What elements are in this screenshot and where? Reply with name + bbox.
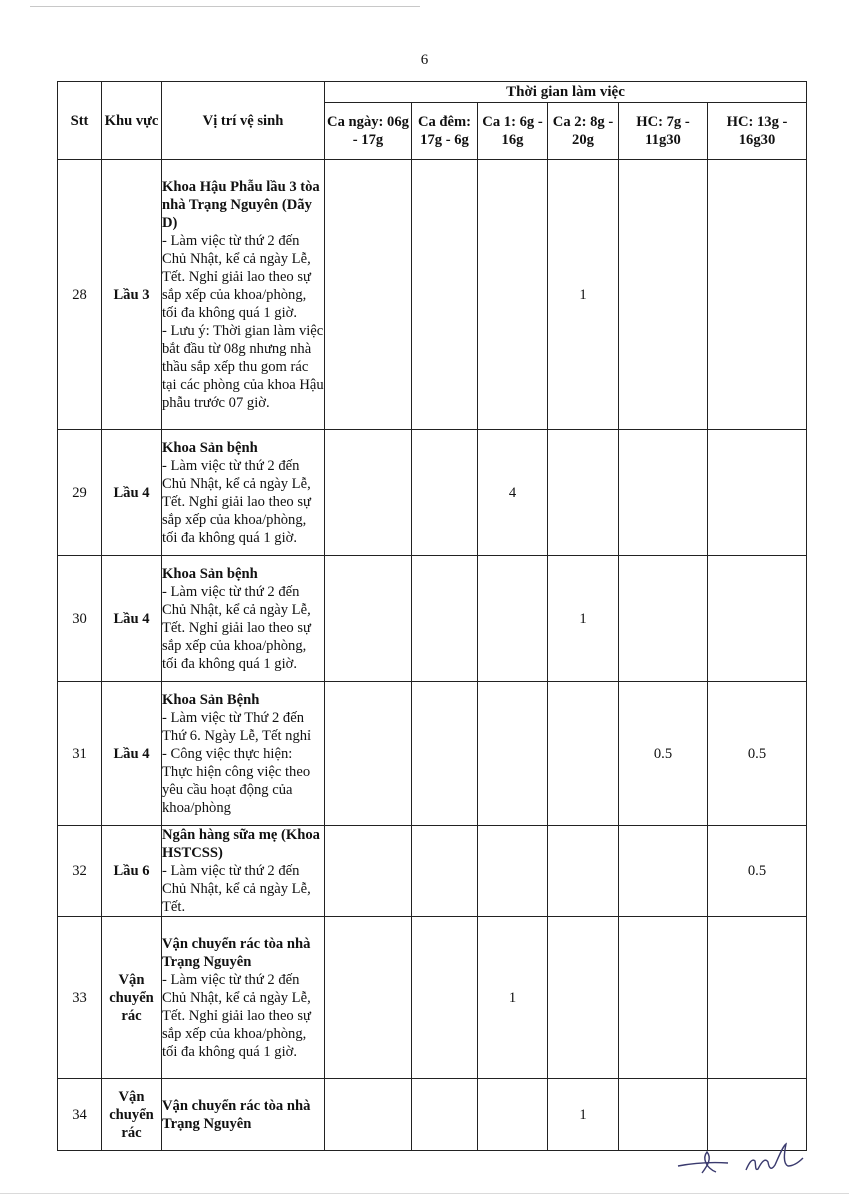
location-note: - Công việc thực hiện: Thực hiện công việc theo yêu cầu hoạt động của khoa/phòng	[162, 745, 311, 816]
value-shift-night	[412, 917, 478, 1079]
header-time-group: Thời gian làm việc	[325, 82, 807, 103]
value-hc-afternoon: 0.5	[708, 826, 807, 917]
table-body	[58, 160, 807, 1151]
row-stt: 33	[58, 917, 102, 1079]
row-area: Lầu 4	[102, 682, 162, 826]
row-stt: 31	[58, 682, 102, 826]
table-row	[58, 826, 807, 917]
row-location	[162, 430, 325, 556]
row-location	[162, 682, 325, 826]
row-stt: 34	[58, 1079, 102, 1151]
location-note: - Làm việc từ thứ 2 đến Chủ Nhật, kể cả ngày Lễ, Tết. Nghỉ giải lao theo sự sắp xếp của khoa/phòng, tối đa không quá 1 giờ.	[162, 971, 311, 1060]
value-hc-afternoon	[708, 556, 807, 682]
value-shift-day	[325, 160, 412, 430]
row-area: Lầu 4	[102, 430, 162, 556]
row-stt: 30	[58, 556, 102, 682]
value-shift-2	[548, 682, 619, 826]
value-shift-1	[478, 826, 548, 917]
value-hc-morning	[619, 430, 708, 556]
location-title: Khoa Hậu Phẫu lầu 3 tòa nhà Trạng Nguyên (Dãy D)	[162, 178, 320, 231]
location-note: - Làm việc từ thứ 2 đến Chủ Nhật, kể cả ngày Lễ, Tết. Nghỉ giải lao theo sự sắp xếp của khoa/phòng, tối đa không quá 1 giờ.	[162, 232, 311, 321]
row-location	[162, 1079, 325, 1151]
row-location	[162, 160, 325, 430]
value-shift-day	[325, 917, 412, 1079]
row-area: Lầu 4	[102, 556, 162, 682]
value-shift-night	[412, 430, 478, 556]
value-shift-1: 1	[478, 917, 548, 1079]
location-title: Khoa Sản bệnh	[162, 439, 258, 456]
header-hc-morning: HC: 7g - 11g30	[619, 103, 708, 160]
value-hc-morning	[619, 826, 708, 917]
header-shift-night: Ca đêm: 17g - 6g	[412, 103, 478, 160]
location-note: - Làm việc từ Thứ 2 đến Thứ 6. Ngày Lễ, Tết nghỉ	[162, 709, 312, 744]
header-shift-1: Ca 1: 6g - 16g	[478, 103, 548, 160]
value-shift-1: 4	[478, 430, 548, 556]
value-shift-2: 1	[548, 160, 619, 430]
value-shift-1	[478, 1079, 548, 1151]
row-area: Lầu 3	[102, 160, 162, 430]
row-stt: 28	[58, 160, 102, 430]
location-note: - Làm việc từ thứ 2 đến Chủ Nhật, kể cả ngày Lễ, Tết.	[162, 863, 311, 915]
table-row	[58, 556, 807, 682]
value-hc-afternoon	[708, 917, 807, 1079]
bottom-rule	[0, 1193, 849, 1194]
row-stt: 29	[58, 430, 102, 556]
value-shift-2: 1	[548, 1079, 619, 1151]
header-shift-day: Ca ngày: 06g - 17g	[325, 103, 412, 160]
location-note: - Làm việc từ thứ 2 đến Chủ Nhật, kể cả ngày Lễ, Tết. Nghỉ giải lao theo sự sắp xếp của khoa/phòng, tối đa không quá 1 giờ.	[162, 583, 311, 672]
row-location	[162, 917, 325, 1079]
value-shift-day	[325, 826, 412, 917]
value-shift-day	[325, 430, 412, 556]
value-shift-2	[548, 826, 619, 917]
location-note: - Làm việc từ thứ 2 đến Chủ Nhật, kể cả ngày Lễ, Tết. Nghỉ giải lao theo sự sắp xếp của khoa/phòng, tối đa không quá 1 giờ.	[162, 457, 311, 546]
table-row	[58, 917, 807, 1079]
value-shift-night	[412, 556, 478, 682]
location-title: Khoa Sản Bệnh	[162, 691, 260, 708]
header-hc-afternoon: HC: 13g - 16g30	[708, 103, 807, 160]
handwritten-signature	[672, 1138, 822, 1188]
value-shift-day	[325, 682, 412, 826]
header-area: Khu vực	[102, 82, 162, 160]
value-hc-morning	[619, 160, 708, 430]
location-note: - Lưu ý: Thời gian làm việc bắt đầu từ 08g nhưng nhà thầu sắp xếp thu gom rác tại các phòng của khoa Hậu phẫu trước 07 giờ.	[162, 322, 324, 411]
top-rule	[30, 6, 420, 7]
location-title: Ngân hàng sữa mẹ (Khoa HSTCSS)	[162, 827, 320, 861]
row-area: Vận chuyển rác	[102, 1079, 162, 1151]
row-area: Lầu 6	[102, 826, 162, 917]
header-stt: Stt	[58, 82, 102, 160]
cleaning-schedule-table	[57, 81, 807, 1151]
table-row	[58, 682, 807, 826]
value-shift-night	[412, 826, 478, 917]
value-shift-night	[412, 682, 478, 826]
value-shift-1	[478, 682, 548, 826]
value-shift-night	[412, 160, 478, 430]
row-location	[162, 826, 325, 917]
value-hc-morning: 0.5	[619, 682, 708, 826]
value-hc-morning	[619, 917, 708, 1079]
value-shift-2: 1	[548, 556, 619, 682]
location-title: Khoa Sản bệnh	[162, 565, 258, 582]
location-title: Vận chuyển rác tòa nhà Trạng Nguyên	[162, 935, 311, 970]
table-row	[58, 160, 807, 430]
value-shift-1	[478, 160, 548, 430]
row-area: Vận chuyển rác	[102, 917, 162, 1079]
value-hc-afternoon	[708, 430, 807, 556]
value-shift-1	[478, 556, 548, 682]
value-hc-afternoon	[708, 160, 807, 430]
page-number: 6	[420, 52, 429, 68]
value-hc-morning	[619, 556, 708, 682]
location-title: Vận chuyển rác tòa nhà Trạng Nguyên	[162, 1097, 311, 1132]
value-shift-night	[412, 1079, 478, 1151]
value-hc-afternoon: 0.5	[708, 682, 807, 826]
value-shift-2	[548, 430, 619, 556]
value-shift-day	[325, 556, 412, 682]
table-row	[58, 430, 807, 556]
header-shift-2: Ca 2: 8g - 20g	[548, 103, 619, 160]
value-shift-2	[548, 917, 619, 1079]
row-stt: 32	[58, 826, 102, 917]
value-shift-day	[325, 1079, 412, 1151]
row-location	[162, 556, 325, 682]
header-location: Vị trí vệ sinh	[162, 82, 325, 160]
